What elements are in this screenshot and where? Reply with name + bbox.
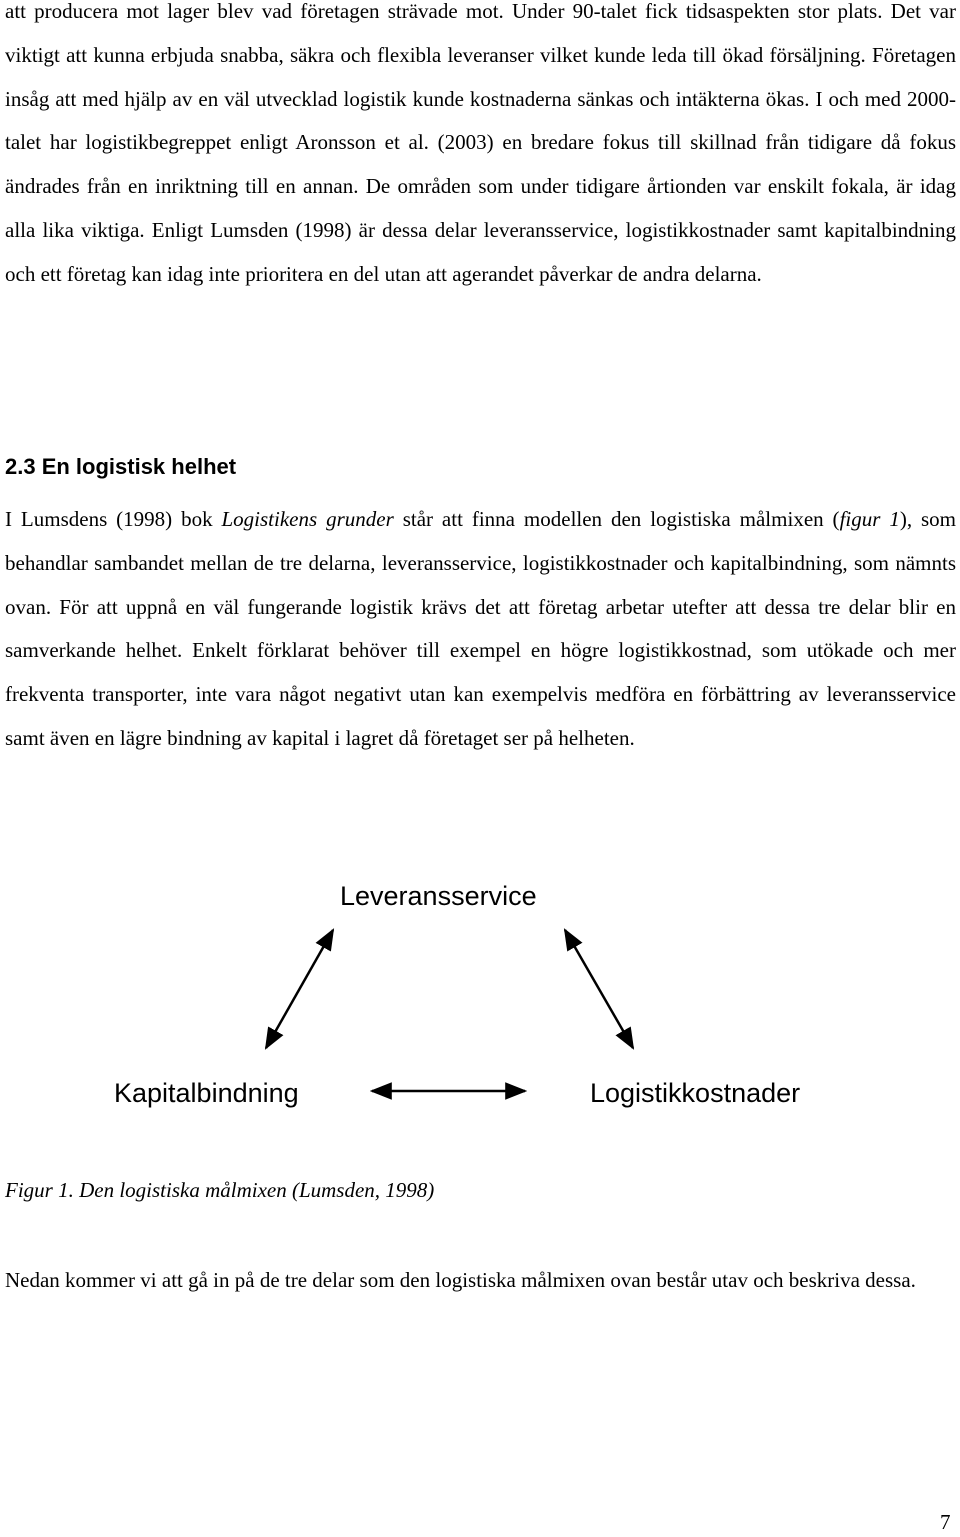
paragraph-logistic-whole [5, 498, 956, 761]
label-kapitalbindning: Kapitalbindning [114, 1078, 299, 1108]
book-title: Logistikens grunder [221, 507, 394, 531]
paragraph-intro: att producera mot lager blev vad företagen strävade mot. Under 90-talet fick tidsaspekten stor plats. Det var viktigt att kunna erbjuda snabba, säkra och flexibla leveranser vilket kunde leda till ökad försäljning. Företagen insåg att med hjälp av en väl utvecklad logistik kunde kostnaderna sänkas och intäkterna ökas. I och med 2000-talet har logistikbegreppet enligt Aronsson et al. (2003) en bredare fokus till skillnad från tidigare då fokus ändrades från en inriktning till en annan. De områden som under tidigare årtionden var enskilt fokala, är idag alla lika viktiga. Enligt Lumsden (1998) är dessa delar leveransservice, logistikkostnader samt kapitalbindning och ett företag kan idag inte prioritera en del utan att agerandet påverkar de andra delarna. [5, 0, 956, 286]
label-leveransservice: Leveransservice [340, 881, 537, 911]
label-logistikkostnader: Logistikkostnader [590, 1078, 801, 1108]
page-number: 7 [940, 1510, 951, 1534]
figure-reference: figur 1 [839, 507, 900, 531]
figure-caption: Figur 1. Den logistiska målmixen (Lumsden, 1998) [5, 1178, 435, 1202]
para2-text-a: I Lumsdens (1998) bok [5, 507, 222, 531]
section-heading: 2.3 En logistisk helhet [5, 454, 237, 479]
arrow-right-diagonal [565, 930, 633, 1048]
para2-text-b: står att finna modellen den logistiska målmixen ( [393, 507, 840, 531]
para2-text-c: ), som behandlar sambandet mellan de tre delarna, leveransservice, logistikkostnader och kapitalbindning, som nämnts ovan. För att uppnå en väl fungerande logistik krävs det att företag arbetar utefter att dessa tre delar blir en samverkande helhet. Enkelt förklarat behöver till exempel en högre logistikkostnad, som utökade och mer frekventa transporter, inte vara något negativt utan kan exempelvis medföra en förbättring av leveransservice samt även en lägre bindning av kapital i lagret då företaget ser på helheten. [5, 507, 957, 750]
paragraph-outro: Nedan kommer vi att gå in på de tre delar som den logistiska målmixen ovan består utav och beskriva dessa. [5, 1268, 916, 1292]
target-mix-diagram [0, 860, 960, 1160]
arrow-left-diagonal [266, 930, 333, 1048]
